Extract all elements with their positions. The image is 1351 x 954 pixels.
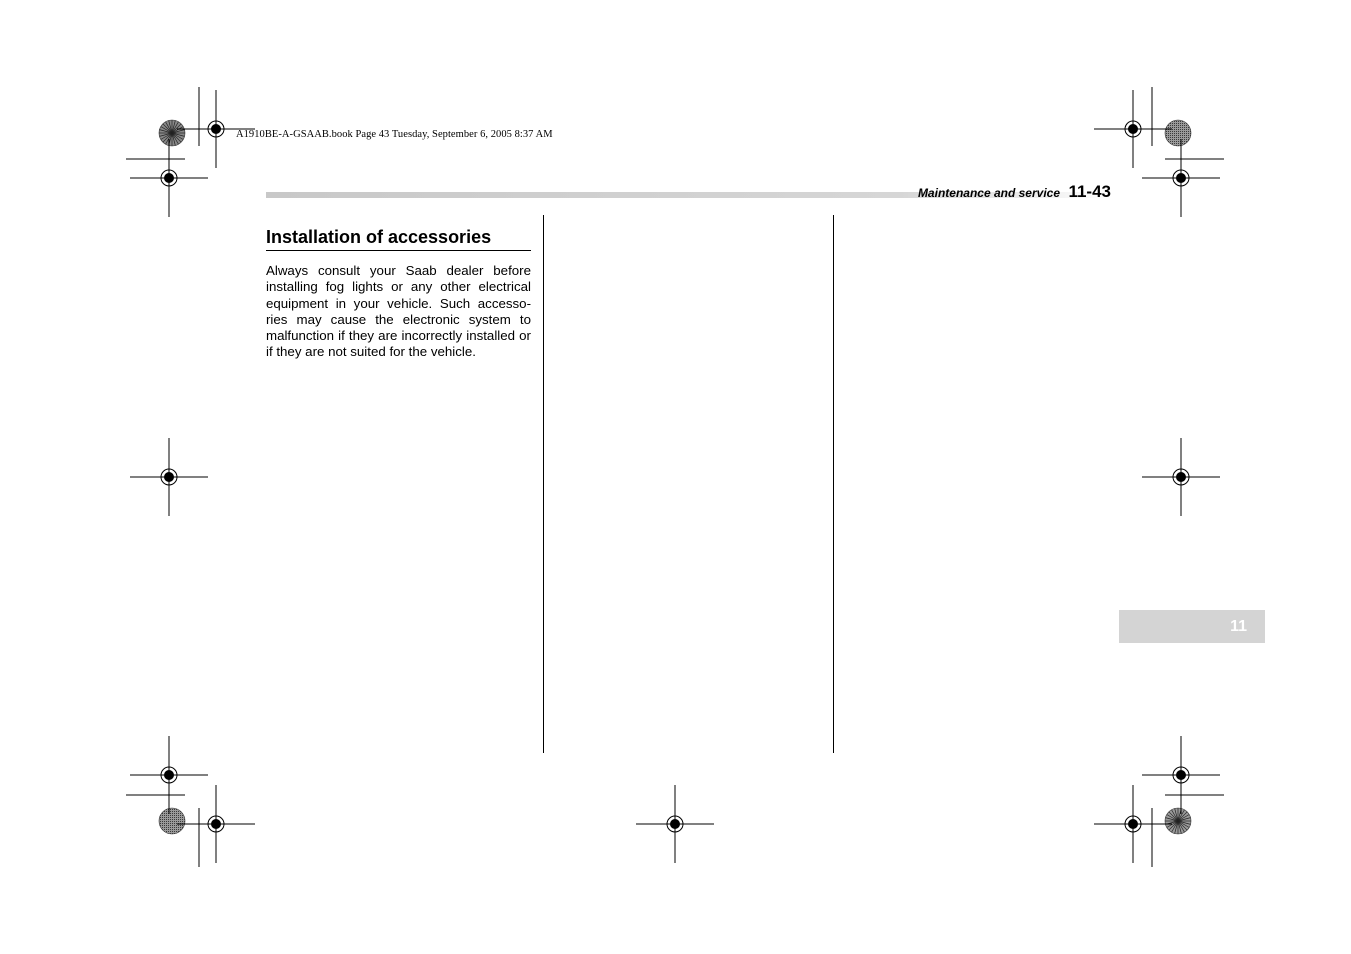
registration-mark-bottom-center bbox=[636, 785, 714, 863]
registration-mark-top-left-inner bbox=[177, 90, 255, 168]
starburst-bottom-left bbox=[159, 808, 185, 834]
registration-mark-bottom-left-inner bbox=[177, 785, 255, 863]
registration-mark-top-right-inner bbox=[1094, 90, 1172, 168]
registration-mark-top-left-outer bbox=[130, 139, 208, 217]
registration-mark-top-right-outer bbox=[1142, 139, 1220, 217]
starburst-top-right bbox=[1165, 120, 1191, 146]
crop-lines bbox=[126, 87, 1224, 867]
starburst-top-left bbox=[159, 120, 185, 146]
body-paragraph: Always consult your Saab dealer before installing fog lights or any other electrical equipment in your vehicle. Such accesso-ries may cause the electronic system to malfunction if they are incorrectly installed or if they are not suited for the vehicle. bbox=[266, 263, 531, 360]
header-page-number: 11-43 bbox=[1068, 182, 1111, 201]
registration-mark-bottom-left-outer bbox=[130, 736, 208, 814]
registration-mark-bottom-right-inner bbox=[1094, 785, 1172, 863]
registration-mark-middle-left bbox=[130, 438, 208, 516]
registration-mark-bottom-right-outer bbox=[1142, 736, 1220, 814]
chapter-tab: 11 bbox=[1119, 610, 1265, 643]
print-slug: A1910BE-A-GSAAB.book Page 43 Tuesday, September 6, 2005 8:37 AM bbox=[236, 129, 553, 140]
header-section-title: Maintenance and service bbox=[917, 186, 1060, 200]
section-heading: Installation of accessories bbox=[266, 227, 492, 247]
starburst-bottom-right bbox=[1165, 808, 1191, 834]
registration-mark-middle-right bbox=[1142, 438, 1220, 516]
